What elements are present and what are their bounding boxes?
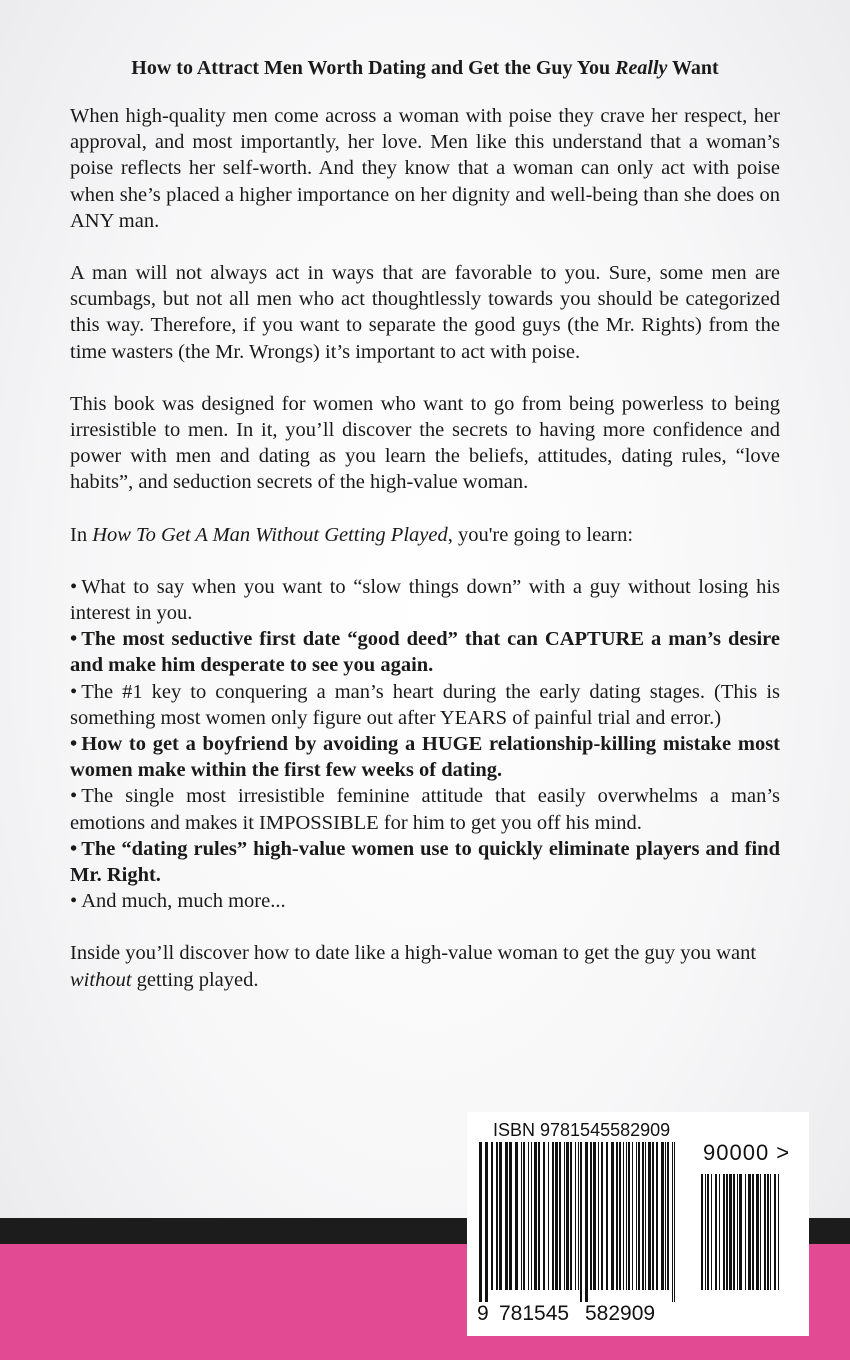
- headline: [40, 54, 810, 82]
- bullet-text: The #1 key to conquering a man’s heart during the early dating stages. (This is something most women only figure out after YEARS of painful trial and error.): [70, 680, 780, 729]
- addon-barcode-icon: [699, 1174, 783, 1302]
- paragraph: When high-quality men come across a woman with poise they crave her respect, her approval, and most importantly, her love. Men like this understand that a woman’s poise reflects her self-worth. And they know that a woman can only act with poise when she’s placed a higher importance on her dignity and well-being than she does on ANY man.: [70, 105, 780, 232]
- bullet-item: [70, 783, 780, 835]
- bullet-text: The most seductive first date “good deed” that can CAPTURE a man’s desire and make him desperate to see you again.: [70, 628, 780, 677]
- bullet-text: What to say when you want to “slow things down” with a guy without losing his interest in you.: [70, 575, 780, 625]
- bullet-item: [70, 574, 780, 626]
- headline-text-end: Want: [667, 57, 719, 79]
- bullet-text: And much, much more...: [81, 890, 286, 913]
- bullet-text: How to get a boyfriend by avoiding a HUGE relationship-killing mistake most women make within the first few weeks of dating.: [70, 733, 780, 782]
- closing-text-end: getting played.: [131, 968, 259, 991]
- blurb: [70, 103, 780, 1019]
- closing-paragraph: [70, 940, 780, 992]
- bullet-item: [70, 888, 780, 914]
- bullet-text: The single most irresistible feminine attitude that easily overwhelms a man’s emotions and makes it IMPOSSIBLE for him to get you off his mind.: [70, 785, 780, 834]
- isbn-label: ISBN 9781545582909: [493, 1120, 671, 1140]
- bullet-list: [70, 574, 780, 915]
- bullet-icon: •: [70, 733, 78, 756]
- headline-text: How to Attract Men Worth Dating and Get the Guy You: [131, 57, 616, 79]
- paragraph: This book was designed for women who want to go from being powerless to being irresistible to men. In it, you’ll discover the secrets to having more confidence and power with men and dating as you learn the beliefs, attitudes, dating rules, “love habits”, and seduction secrets of the high-value woman.: [70, 392, 780, 494]
- barcode-icon: [477, 1142, 677, 1302]
- lead-in: [70, 522, 780, 548]
- book-title: How To Get A Man Without Getting Played: [92, 523, 448, 546]
- bullet-icon: •: [70, 837, 78, 860]
- bullet-icon: •: [70, 890, 78, 913]
- bullet-icon: •: [70, 575, 78, 598]
- isbn-digit-lead: 9: [477, 1302, 489, 1325]
- paragraph: A man will not always act in ways that are favorable to you. Sure, some men are scumbags, but not all men who act thoughtlessly towards you should be categorized this way. Therefore, if you want to separate the good guys (the Mr. Rights) from the time wasters (the Mr. Wrongs) it’s important to act with poise.: [70, 262, 780, 363]
- bullet-item: [70, 836, 780, 888]
- bullet-icon: •: [70, 680, 78, 703]
- bullet-text: The “dating rules” high-value women use to quickly eliminate players and find Mr. Right.: [70, 837, 780, 887]
- headline-emphasis: Really: [615, 57, 668, 79]
- closing-emphasis: without: [70, 968, 132, 991]
- lead-in-prefix: In: [70, 523, 93, 546]
- bullet-item: [70, 626, 780, 678]
- isbn-digit-group: 781545: [499, 1302, 570, 1325]
- bullet-icon: •: [70, 785, 78, 808]
- bullet-item: [70, 679, 780, 731]
- closing-text: Inside you’ll discover how to date like a high-value woman to get the guy you want: [70, 942, 757, 965]
- price-code: 90000 >: [703, 1140, 791, 1165]
- barcode-block: [467, 1112, 809, 1336]
- lead-in-suffix: , you're going to learn:: [447, 523, 634, 546]
- isbn-digit-group: 582909: [585, 1302, 656, 1325]
- bullet-item: [70, 731, 780, 783]
- bullet-icon: •: [70, 628, 78, 651]
